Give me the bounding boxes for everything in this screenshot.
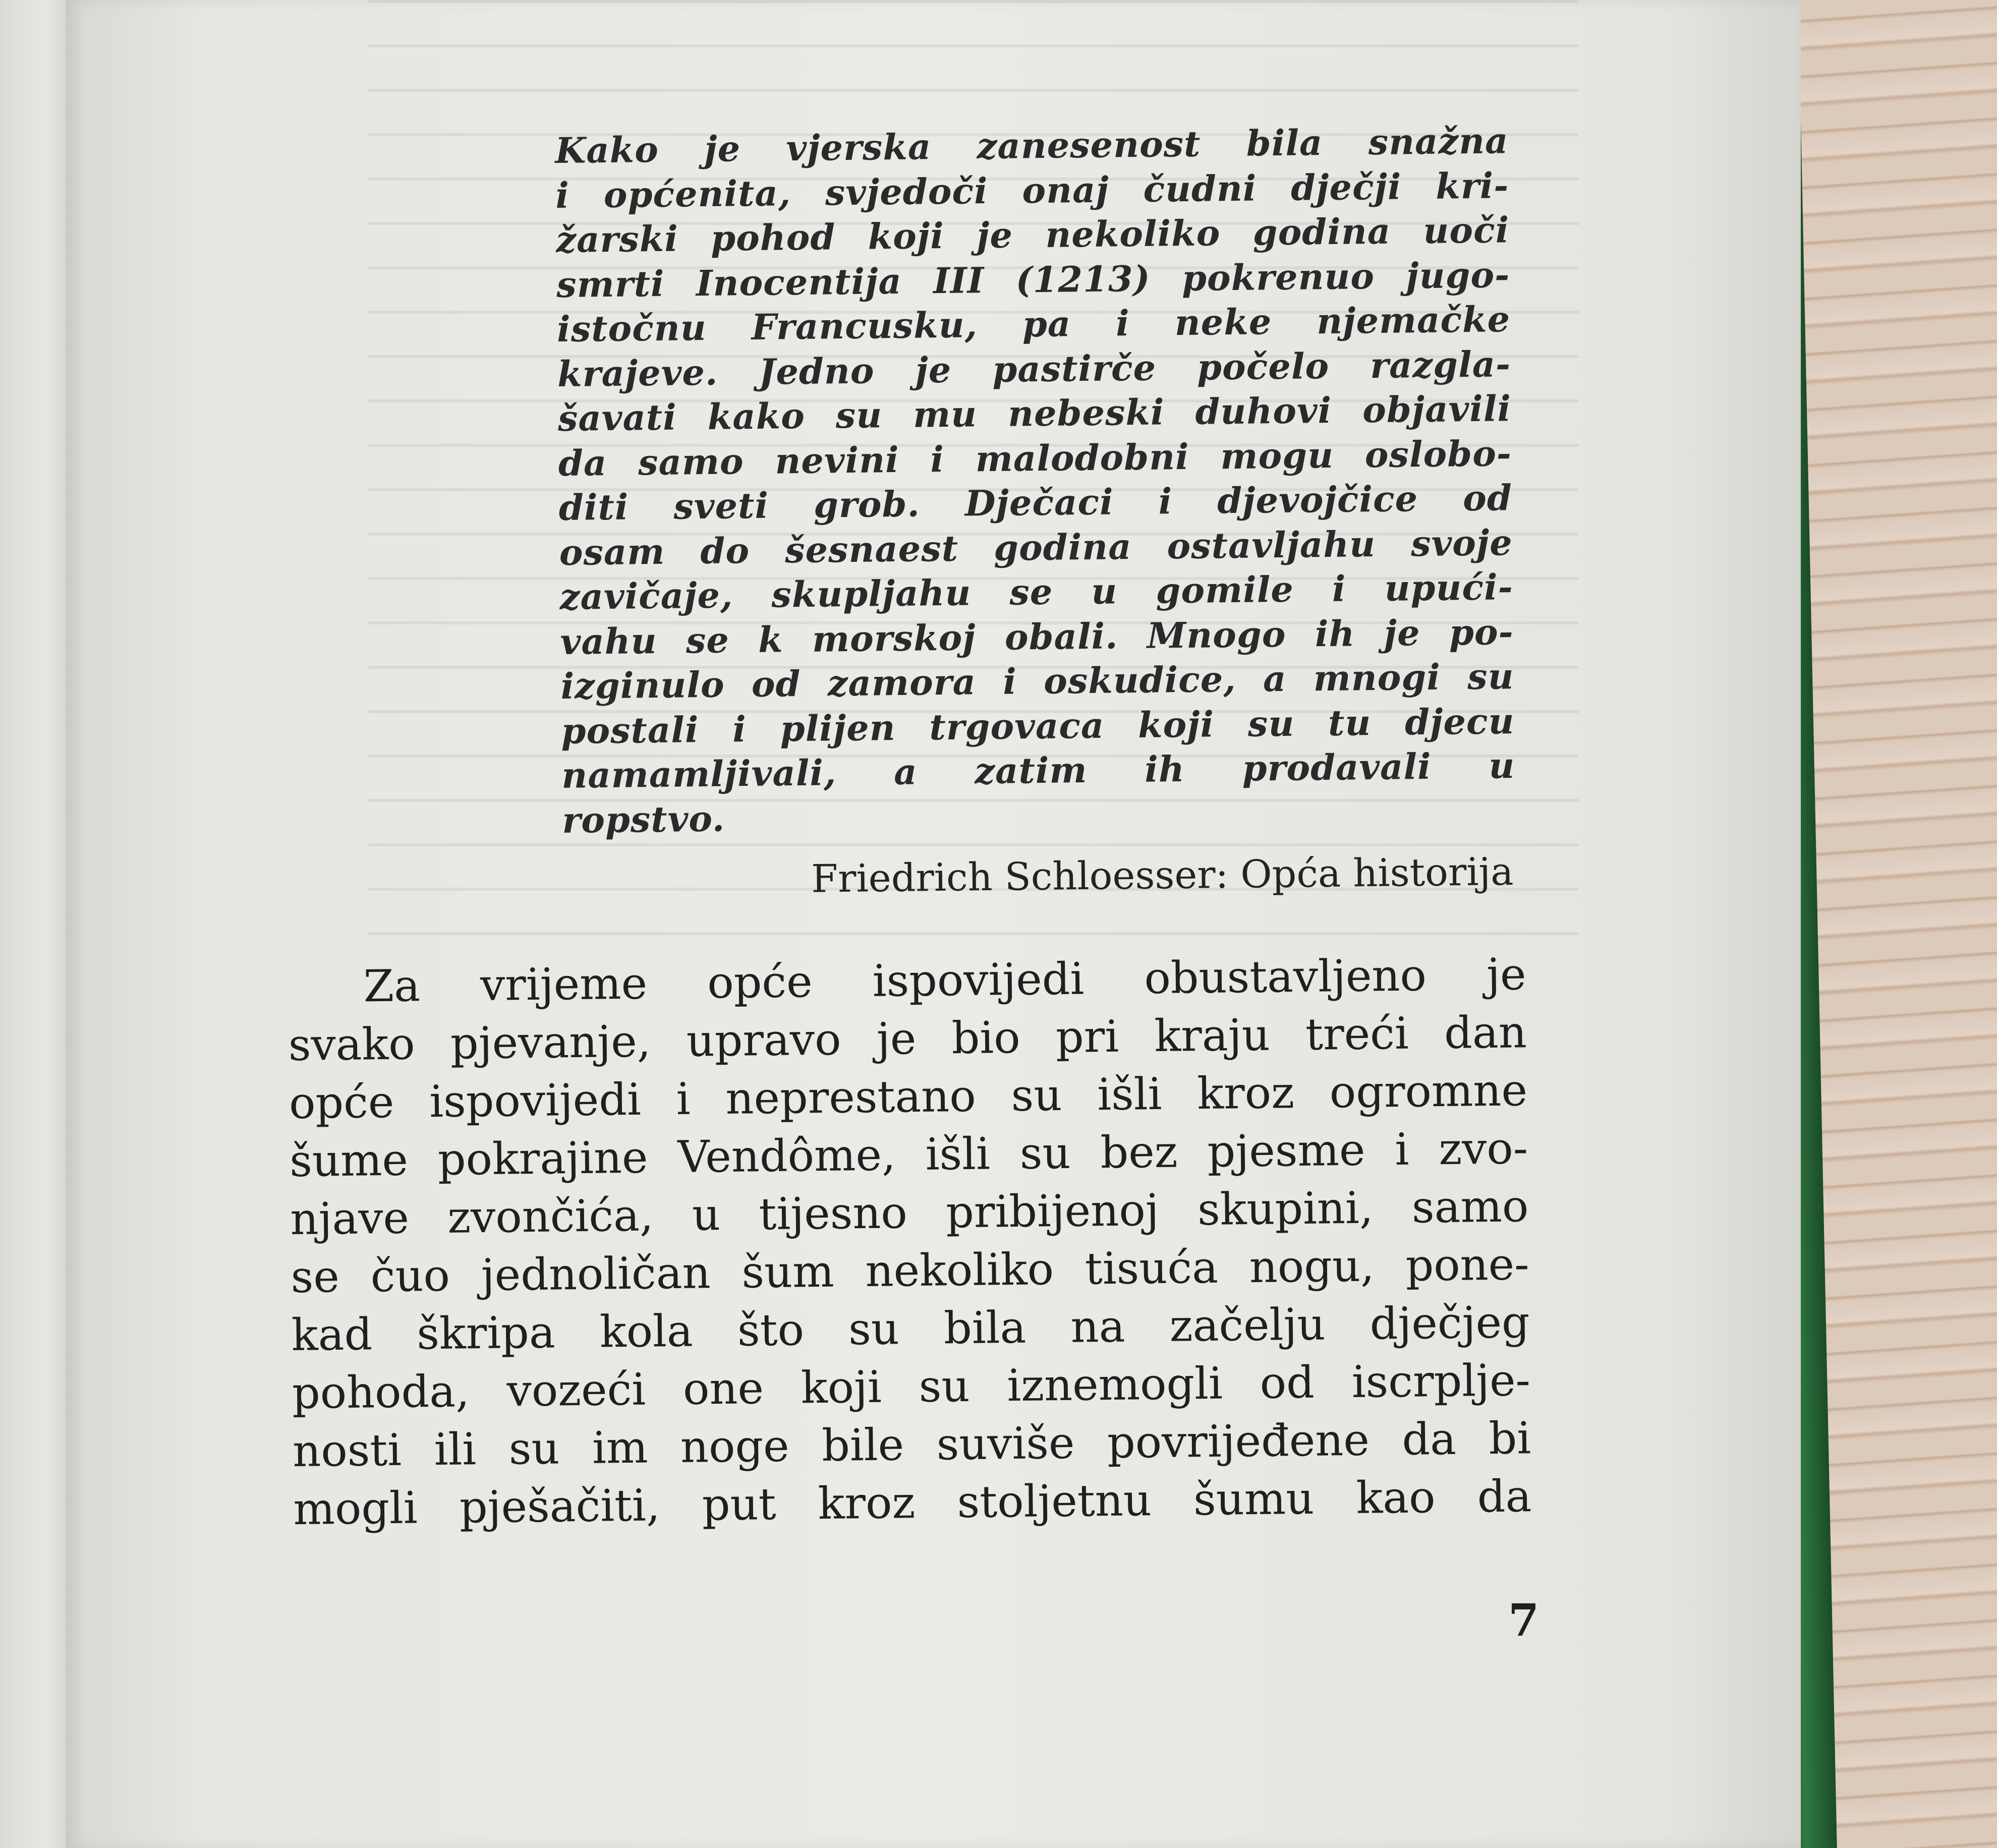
body-line: svako pjevanje, upravo je bio pri kraju treći dan (288, 1006, 1527, 1071)
epigraph-quote (555, 119, 1516, 843)
quote-line: krajeve. Jedno je pastirče počelo razgla- (557, 342, 1511, 395)
facing-page-edge (0, 0, 76, 1848)
body-line: nosti ili su im noge bile suviše povrijeđene da bi (292, 1412, 1531, 1477)
body-paragraph (288, 945, 1532, 1538)
quote-line: zavičaje, skupljahu se u gomile i upući- (559, 566, 1514, 618)
body-line: opće ispovijedi i neprestano su išli kroz ogromne (289, 1064, 1528, 1129)
body-line: šume pokrajine Vendôme, išli su bez pjesme i zvo- (289, 1122, 1528, 1187)
body-line: pohoda, vozeći one koji su iznemogli od iscrplje- (292, 1354, 1531, 1419)
quote-line: i općenita, svjedoči onaj čudni dječji kri- (555, 164, 1509, 216)
quote-line: postali i plijen trgovaca koji su tu djecu (561, 700, 1515, 752)
quote-line: Kako je vjerska zanesenost bila snažna (555, 120, 1509, 171)
quote-line: osam do šesnaest godina ostavljahu svoje (559, 521, 1513, 573)
quote-line: ropstvo. (561, 797, 725, 841)
page-number: 7 (1508, 1594, 1539, 1646)
quote-line: istočnu Francusku, pa i neke njemačke (556, 298, 1511, 350)
quote-line: da samo nevini i malodobni mogu oslobo- (558, 432, 1512, 484)
body-line: Za vrijeme opće ispovijedi obustavljeno je (363, 948, 1526, 1012)
quote-line: vahu se k morskoj obali. Mnogo ih je po- (560, 610, 1514, 663)
body-line: kad škripa kola što su bila na začelju dječjeg (291, 1296, 1530, 1361)
body-line: se čuo jednoličan šum nekoliko tisuća nogu, pone- (291, 1238, 1530, 1303)
quote-line: namamljivali, a zatim ih prodavali u (561, 744, 1515, 796)
quote-line: šavati kako su mu nebeski duhovi objavili (557, 387, 1512, 439)
body-line: mogli pješačiti, put kroz stoljetnu šumu kao da (293, 1470, 1532, 1535)
quote-line: žarski pohod koji je nekoliko godina uoči (555, 209, 1510, 261)
quote-line: smrti Inocentija III (1213) pokrenuo jugo- (556, 253, 1510, 306)
quote-line: diti sveti grob. Dječaci i djevojčice od (558, 477, 1513, 529)
quote-attribution: Friedrich Schloesser: Opća historija (811, 849, 1514, 901)
quote-line: izginulo od zamora i oskudice, a mnogi su (560, 655, 1514, 707)
body-line: njave zvončića, u tijesno pribijenoj skupini, samo (290, 1180, 1529, 1245)
